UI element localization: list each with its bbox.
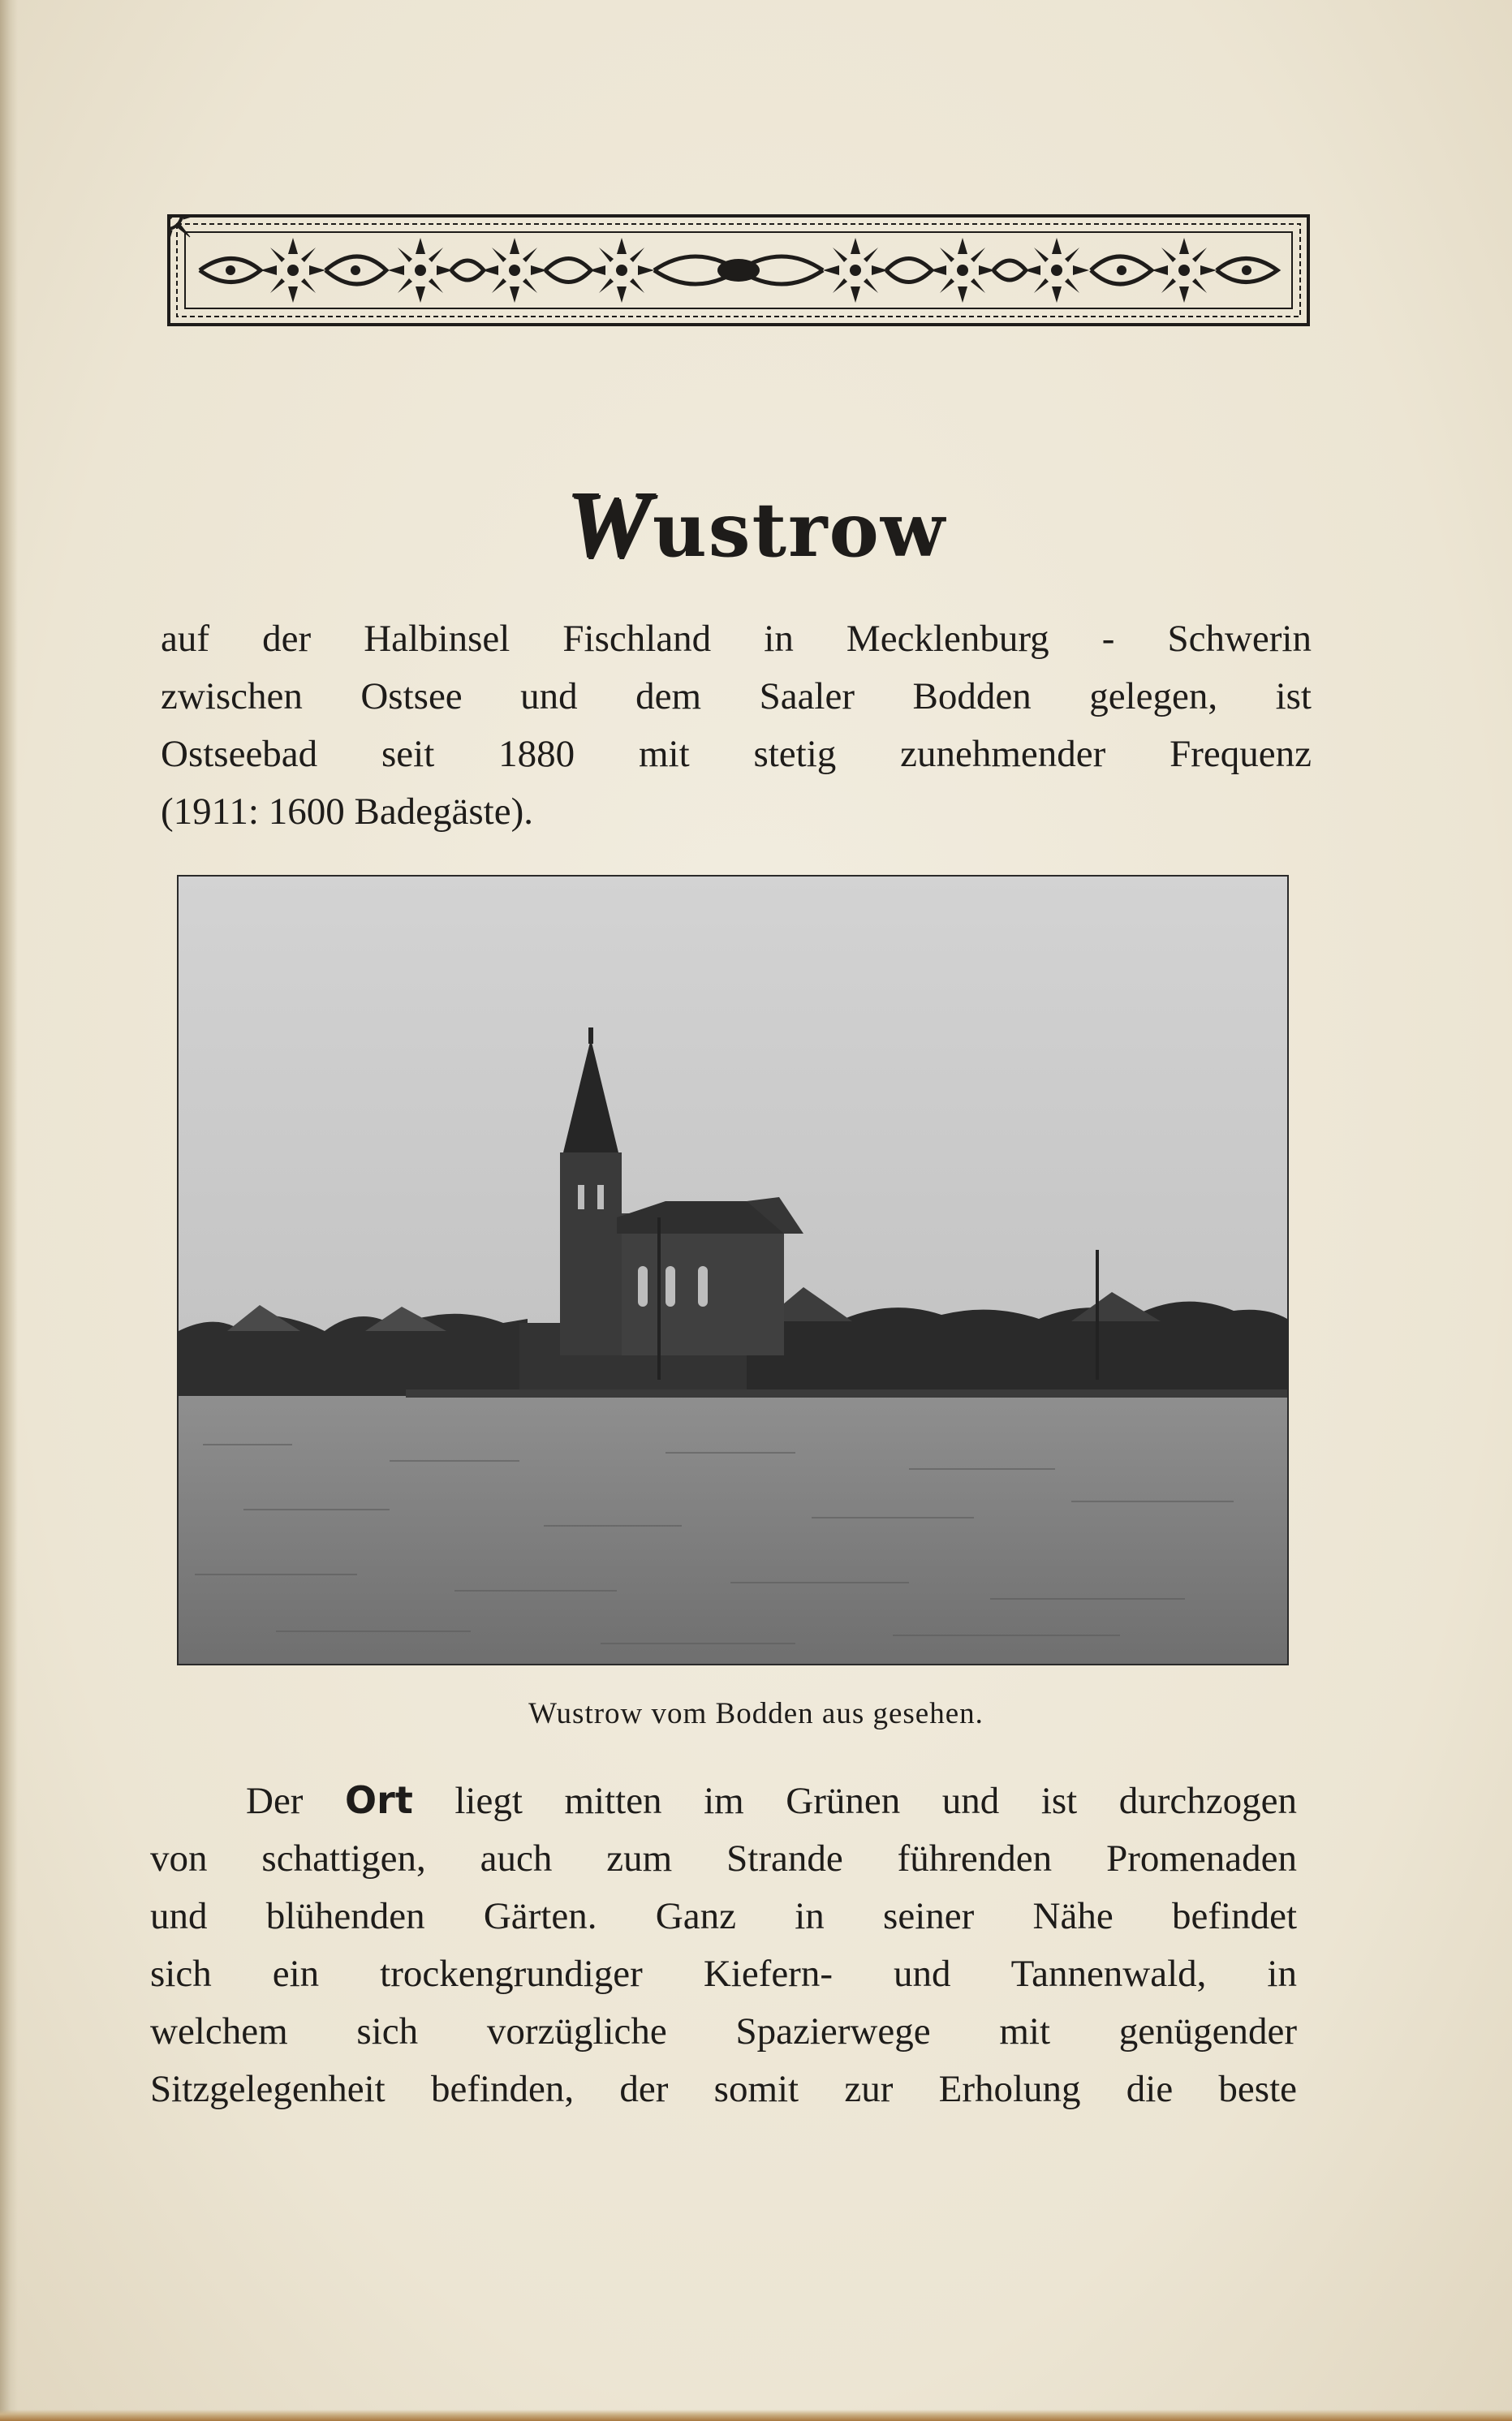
- intro-line: (1911: 1600 Badegäste).: [161, 790, 534, 833]
- body-paragraph: [150, 1772, 1297, 2118]
- body-first-pre: Der: [246, 1780, 304, 1822]
- intro-line: auf der Halbinsel Fischland in Mecklenburg - Schwerin: [161, 618, 1312, 660]
- body-first-line: [150, 1772, 1297, 1830]
- body-line: welchem sich vorzügliche Spazierwege mit genügender: [150, 2010, 1297, 2053]
- body-line: sich ein trockengrundiger Kiefern- und Tannenwald, in: [150, 1953, 1297, 1995]
- ornamental-header-border: [167, 214, 1310, 326]
- photo-caption: Wustrow vom Bodden aus gesehen.: [528, 1697, 984, 1730]
- body-line: Sitzgelegenheit befinden, der somit zur Erholung die beste: [150, 2068, 1297, 2110]
- intro-line: zwischen Ostsee und dem Saaler Bodden gelegen, ist: [161, 675, 1312, 717]
- body-first-bold: Ort: [345, 1778, 413, 1822]
- intro-line: Ostseebad seit 1880 mit stetig zunehmender Frequenz: [161, 733, 1312, 775]
- title-initial: W: [565, 471, 653, 577]
- body-line: und blühenden Gärten. Ganz in seiner Nähe befindet: [150, 1895, 1297, 1937]
- intro-paragraph: [161, 610, 1312, 841]
- church-photo: [177, 875, 1289, 1665]
- page-bottom-edge: [0, 2410, 1512, 2421]
- page-title: [0, 469, 1512, 579]
- page-binding-edge: [0, 0, 18, 2421]
- body-first-post: liegt mitten im Grünen und ist durchzogen: [454, 1780, 1298, 1822]
- title-rest: ustrow: [652, 486, 947, 574]
- body-line: von schattigen, auch zum Strande führenden Promenaden: [150, 1837, 1297, 1880]
